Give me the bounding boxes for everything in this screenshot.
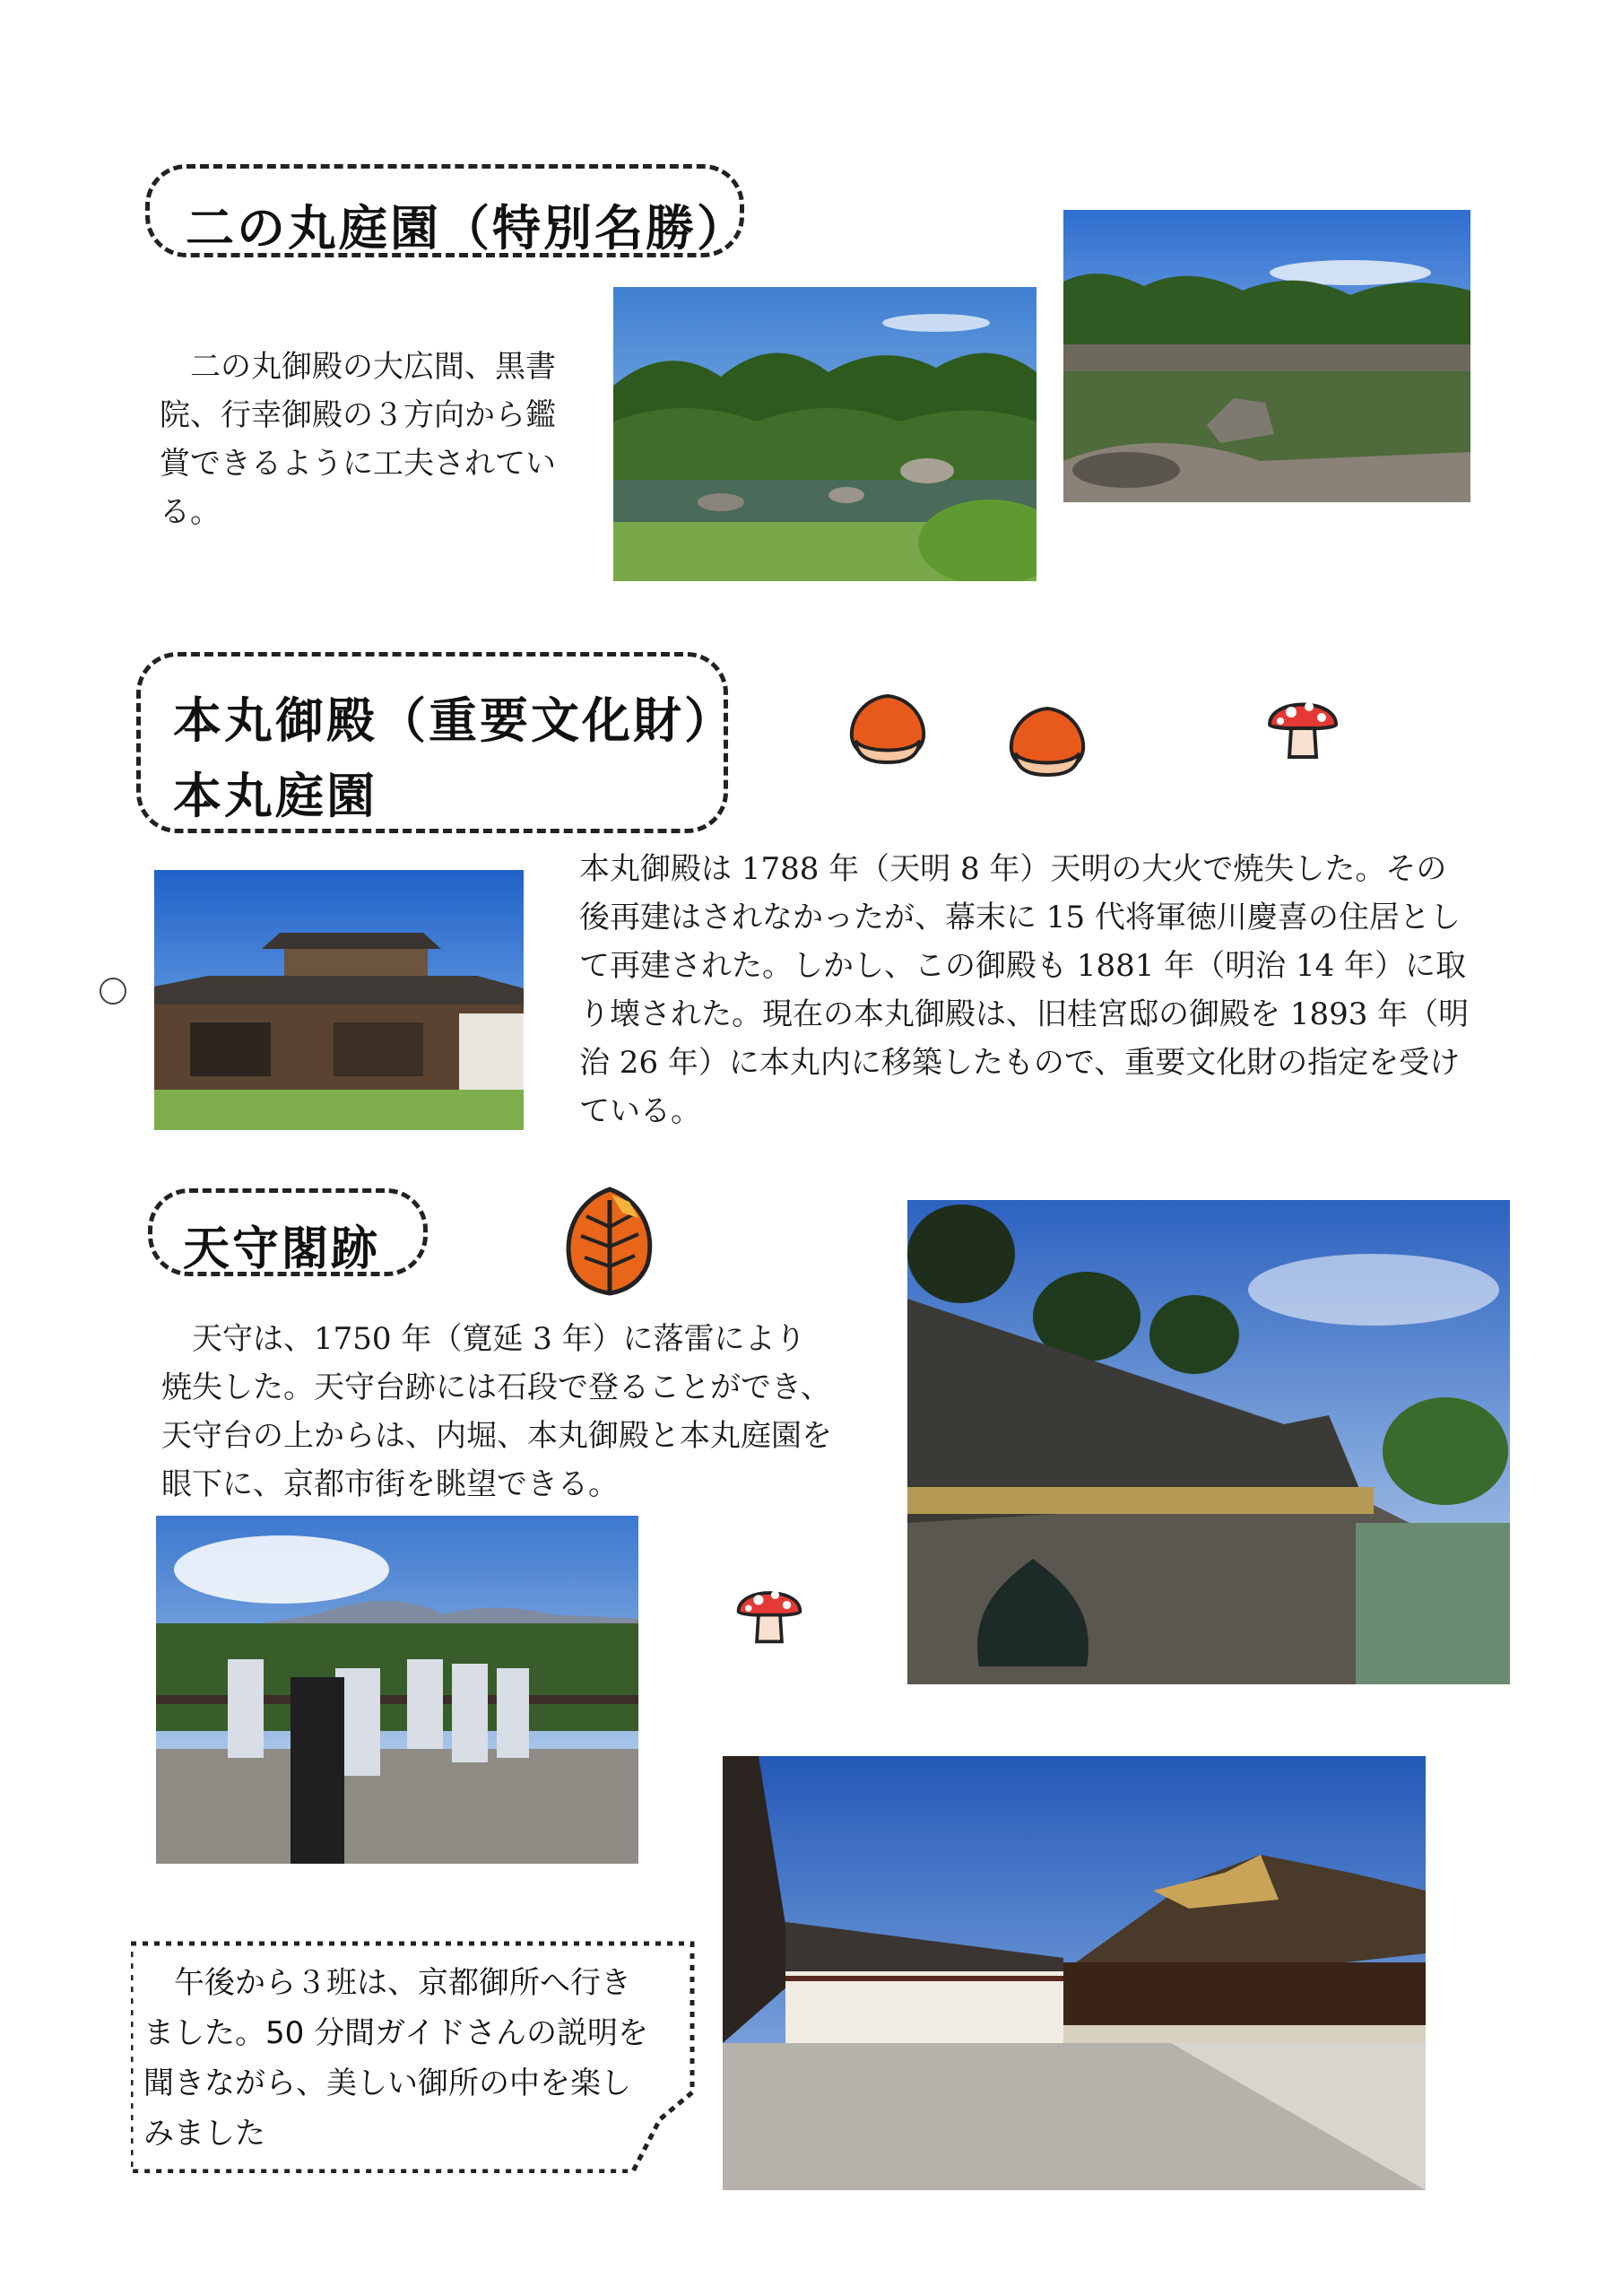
autumn-leaf-icon [558,1182,662,1299]
section-heading-tenshu-ruins [148,1188,428,1276]
section-heading-ninomaru-garden [145,164,748,257]
honmaru-palace-photo [154,870,524,1130]
heading-line: 天守閣跡 [183,1222,381,1276]
ninomaru-garden-photo-1 [613,287,1037,581]
kyoto-imperial-palace-photo [723,1756,1426,2190]
tenshu-ruins-description: 天守は、1750 年（寛延 3 年）に落雷により焼失した。天守台跡には石段で登ることができ、天守台の上からは、内堀、本丸御殿と本丸庭園を眼下に、京都市街を眺望できる。 [161,1321,832,1502]
heading-line: 本丸御殿（重要文化財） [173,692,735,749]
heading-line: 二の丸庭園（特別名勝） [186,200,748,257]
ninomaru-garden-photo-2 [1063,210,1470,502]
chestnut-icon [1006,703,1089,780]
callout-text: 午後から３班は、京都御所へ行きました。50 分間ガイドさんの説明を聞きながら、美しい御所の中を楽しみました [143,1965,649,2152]
tenshu-stone-wall-photo [907,1200,1510,1684]
honmaru-palace-description: 本丸御殿は 1788 年（天明 8 年）天明の大火で焼失した。その後再建はされなかったが、幕末に 15 代将軍徳川慶喜の住居として再建された。しかし、この御殿も 1881 年（明治 14 年）に取り壊された。現在の本丸御殿は、旧桂宮邸の御殿を 1893 年（明治 26 年）に本丸内に移築したもので、重要文化財の指定を受けている。 [579,851,1470,1129]
chestnut-icon [846,691,929,768]
circle-mark [100,978,126,1004]
callout-speech-bubble [131,1940,696,2173]
mushroom-icon [1264,685,1341,762]
tour-group-photo [156,1516,638,1864]
heading-line: 本丸庭園 [173,768,377,824]
mushroom-icon [733,1575,805,1647]
section-heading-honmaru-palace [136,652,735,833]
ninomaru-garden-description: 二の丸御殿の大広間、黒書院、行幸御殿の３方向から鑑賞できるように工夫されている。 [160,349,556,530]
